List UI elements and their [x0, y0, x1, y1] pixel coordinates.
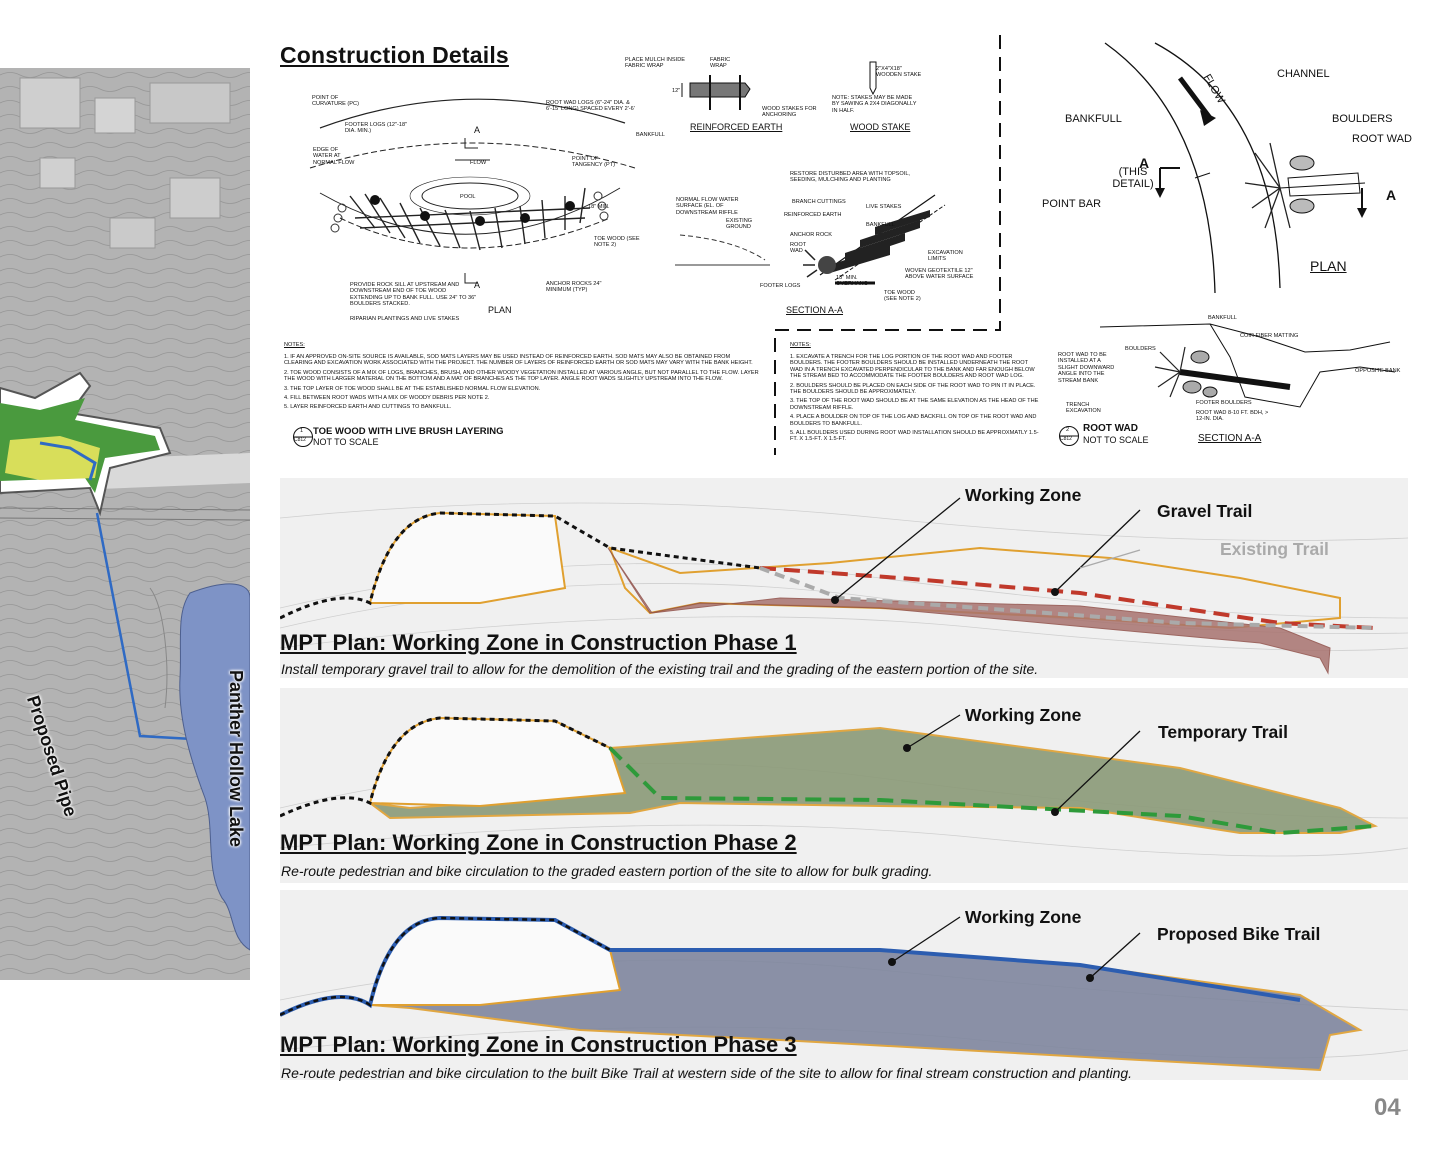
label-trench: TRENCH EXCAVATION — [1066, 402, 1101, 415]
note-1-1: 1. IF AN APPROVED ON-SITE SOURCE IS AVAILABLE, SOD MATS LAYERS MAY BE USED INSTEAD OF REINFORCED EARTH. SOD MATS MAY ALSO BE OBTAINED FROM CLEARING AND EXCAVATION WORK ASSOCIATED WITH THE PROJECT. THE NUMBER OF LAYERS OF REINFORCED EARTH OR SOD MATS MAY VARY WITH THE BANK HEIGHT. — [284, 354, 753, 367]
label-bankfull-2: BANKFULL — [1065, 113, 1122, 125]
lake-label: Panther Hollow Lake — [226, 670, 246, 848]
label-point-curvature: POINT OF CURVATURE (PC) — [312, 95, 359, 108]
detail-num-1: 1 — [300, 428, 304, 434]
note-1-2: 2. TOE WOOD CONSISTS OF A MIX OF LOGS, BRANCHES, BRUSH, AND OTHER WOODY VEGETATION INSTALLED AT VARIOUS ANGLE, BUT NOT PARALLEL TO THE FLOW. LAYER THE WOOD WITH LARGER MATERIAL ON THE BOTTOM AND A MAT OF BRANCHES AS THE TOP LAYER. ANGLE ROOT WADS SLIGHTLY UPSTREAM INTO THE FLOW. — [284, 369, 759, 383]
label-point-tangency: POINT OF TANGENCY (PT) — [572, 156, 615, 169]
label-branch-cuttings: BRANCH CUTTINGS — [792, 199, 846, 205]
label-anchor-rock: ANCHOR ROCK — [790, 232, 832, 238]
label-normal-flow: NORMAL FLOW WATER SURFACE (EL. OF DOWNSTREAM RIFFLE — [676, 197, 739, 216]
label-anchor-rocks: ANCHOR ROCKS 24" MINIMUM (TYP) — [546, 281, 602, 294]
detail-scale-1: NOT TO SCALE — [313, 437, 379, 447]
label-stake-size: 2"X4"X18" WOODEN STAKE — [876, 66, 922, 79]
label-geotextile: WOVEN GEOTEXTILE 12" ABOVE WATER SURFACE — [905, 268, 974, 281]
phase-1-description: Install temporary gravel trail to allow for the demolition of the existing trail and the grading of the eastern portion of the site. — [281, 661, 1039, 677]
label-edge-water: EDGE OF WATER AT NORMAL FLOW — [313, 147, 355, 166]
label-excavation: EXCAVATION LIMITS — [928, 250, 963, 263]
label-fabric: FABRIC WRAP — [710, 57, 731, 70]
label-plan-1: PLAN — [488, 305, 512, 315]
label-stakes: WOOD STAKES FOR ANCHORING — [762, 106, 817, 119]
label-a-bottom: A — [474, 280, 481, 290]
label-point-bar: POINT BAR — [1042, 198, 1102, 210]
label-18-min: 18" MIN. — [588, 204, 610, 210]
note-1-4: 4. FILL BETWEEN ROOT WADS WITH A MIX OF WOODY DEBRIS PER NOTE 2. — [284, 395, 490, 402]
label-restore: RESTORE DISTURBED AREA WITH TOPSOIL, SEEDING, MULCHING AND PLANTING — [790, 171, 910, 184]
note-1-3: 3. THE TOP LAYER OF TOE WOOD SHALL BE AT THE ESTABLISHED NORMAL FLOW ELEVATION. — [284, 385, 541, 392]
phase-1-callout-gravel-trail: Gravel Trail — [1157, 501, 1253, 521]
label-opposite: OPPOSITE BANK — [1355, 368, 1401, 374]
detail-scale-2: NOT TO SCALE — [1083, 435, 1149, 445]
phase-2-description: Re-route pedestrian and bike circulation to the graded eastern portion of the site to allow for bulk grading. — [281, 863, 933, 879]
label-stake-note: NOTE: STAKES MAY BE MADE BY SAWING A 2X4 DIAGONALLY IN HALF. — [832, 95, 917, 114]
note-1-5: 5. LAYER REINFORCED EARTH AND CUTTINGS TO BANKFULL. — [284, 404, 452, 411]
label-toe-wood-sec: TOE WOOD (SEE NOTE 2) — [884, 290, 921, 303]
phase-2-callout-temporary-trail: Temporary Trail — [1158, 722, 1289, 742]
construction-details-title: Construction Details — [280, 42, 509, 68]
label-reinforced-earth-title: REINFORCED EARTH — [690, 122, 783, 132]
label-a-left: A — [1139, 155, 1150, 171]
notes-list-2 — [790, 354, 1042, 446]
label-reinforced-earth-sec: REINFORCED EARTH — [784, 212, 842, 218]
phase-2-callout-working-zone: Working Zone — [965, 705, 1082, 725]
detail-title-1: TOE WOOD WITH LIVE BRUSH LAYERING — [313, 426, 504, 437]
phase-1-callout-working-zone: Working Zone — [965, 485, 1082, 505]
phase-3-description: Re-route pedestrian and bike circulation to the built Bike Trail at western side of the site to allow for final stream construction and planting. — [281, 1065, 1133, 1081]
detail-num-2: 2 — [1066, 427, 1070, 433]
label-pool: POOL — [460, 194, 476, 200]
label-overhang: 18" MIN. OVERHANG — [836, 275, 869, 288]
detail-title-2: ROOT WAD — [1083, 423, 1138, 434]
note-2-4: 4. PLACE A BOULDER ON TOP OF THE LOG AND BACKFILL ON TOP OF THE ROOT WAD AND BOULDERS TO BANKFULL. — [790, 414, 1037, 427]
note-2-1: 1. EXCAVATE A TRENCH FOR THE LOG PORTION OF THE ROOT WAD AND FOOTER BOULDERS. THE FOOTER BOULDERS SHOULD BE INSTALLED UNDERNEATH THE ROOT WAD IN A TRENCH EXCAVATED PERPENDICULAR TO THE BANK AND FAR ENOUGH BELOW THE STREAM BED TO ACCOMMODATE THE FOOTER BOULDERS AND ROOT WAD LOG. — [790, 354, 1035, 380]
label-footer-boulders: FOOTER BOULDERS — [1196, 400, 1252, 406]
label-rock-sill: PROVIDE ROCK SILL AT UPSTREAM AND DOWNSTREAM END OF TOE WOOD EXTENDING UP TO BANK FULL. USE 24" TO 36" BOULDERS STACKED. — [350, 282, 477, 308]
label-12in: 12" — [672, 88, 681, 94]
label-plan-2: PLAN — [1310, 258, 1347, 274]
label-section-aa-1: SECTION A-A — [786, 305, 844, 315]
note-2-5: 5. ALL BOULDERS USED DURING ROOT WAD INSTALLATION SHOULD BE APPROXMATLY 1.5-FT. X 1.5-FT. X 1.5-FT. — [790, 430, 1039, 443]
label-toe-wood-note: TOE WOOD (SEE NOTE 2) — [594, 236, 640, 249]
label-mulch: PLACE MULCH INSIDE FABRIC WRAP — [625, 57, 685, 70]
label-section-aa-2: SECTION A-A — [1198, 433, 1262, 444]
label-installed: ROOT WAD TO BE INSTALLED AT A SLIGHT DOWNWARD ANGLE INTO THE STREAM BANK — [1058, 352, 1115, 384]
notes-list-1 — [284, 354, 759, 414]
detail-sheet-1: C812 — [294, 437, 306, 443]
label-live-stakes: LIVE STAKES — [866, 204, 902, 210]
note-2-2: 2. BOULDERS SHOULD BE PLACED ON EACH SIDE OF THE ROOT WAD TO PIN IT IN PLACE. THE BOULDERS SHOULD BE APPROXIMATELY. — [790, 382, 1036, 396]
label-flow-2: FLOW — [1200, 72, 1228, 106]
phase-3-callout-proposed-bike-trail: Proposed Bike Trail — [1157, 924, 1321, 944]
proposed-pipe-label: Proposed Pipe — [22, 693, 81, 820]
label-root-wad-logs: ROOT WAD LOGS (6"-24" DIA. & 6'-15' LONG) SPACED EVERY 2'-6' — [546, 100, 635, 113]
phase-3-callout-working-zone: Working Zone — [965, 907, 1082, 927]
label-a-top: A — [474, 125, 481, 135]
site-map-drawing — [0, 68, 250, 980]
note-2-3: 3. THE TOP OF THE ROOT WAD SHOULD BE AT THE SAME ELEVATION AS THE HEAD OF THE DOWNSTREAM RIFFLE. — [790, 398, 1039, 411]
label-bankfull-1: BANKFULL — [636, 132, 665, 138]
label-footer-logs-sec: FOOTER LOGS — [760, 283, 801, 289]
label-riparian: RIPARIAN PLANTINGS AND LIVE STAKES — [350, 316, 460, 322]
label-footer-logs: FOOTER LOGS (12"-18" DIA. MIN.) — [345, 122, 408, 135]
phase-2-title: MPT Plan: Working Zone in Construction Phase 2 — [280, 830, 797, 855]
phase-1-title: MPT Plan: Working Zone in Construction Phase 1 — [280, 630, 797, 655]
label-boulders-3: BOULDERS — [1125, 346, 1156, 352]
phase-1-callout-existing-trail: Existing Trail — [1220, 539, 1329, 559]
label-boulders-2: BOULDERS — [1332, 113, 1393, 125]
page-number: 04 — [1374, 1094, 1401, 1121]
notes-heading-1: NOTES: — [284, 342, 305, 348]
label-coir: COIR FIBER MATTING — [1240, 333, 1299, 339]
detail-sheet-2: C812 — [1060, 436, 1072, 442]
label-this-detail: (THIS DETAIL) — [1112, 166, 1154, 190]
root-wad-plan-drawing — [1040, 38, 1410, 293]
label-root-wad-sec: ROOT WAD — [790, 242, 807, 255]
label-channel: CHANNEL — [1277, 68, 1330, 80]
label-a-right: A — [1386, 187, 1397, 203]
site-map — [0, 68, 250, 980]
label-root-wad-size: ROOT WAD 8-10 FT. BDH, > 12-IN. DIA. — [1196, 410, 1269, 423]
label-root-wad-2: ROOT WAD — [1352, 133, 1412, 145]
label-bankfull-sec: BANKFULL — [866, 222, 895, 228]
label-wood-stake-title: WOOD STAKE — [850, 122, 911, 132]
label-flow-1: FLOW — [470, 160, 487, 166]
phase-3-title: MPT Plan: Working Zone in Construction Phase 3 — [280, 1032, 797, 1057]
label-bankfull-3: BANKFULL — [1208, 315, 1237, 321]
label-existing-ground: EXISTING GROUND — [726, 218, 753, 231]
notes-heading-2: NOTES: — [790, 342, 811, 348]
